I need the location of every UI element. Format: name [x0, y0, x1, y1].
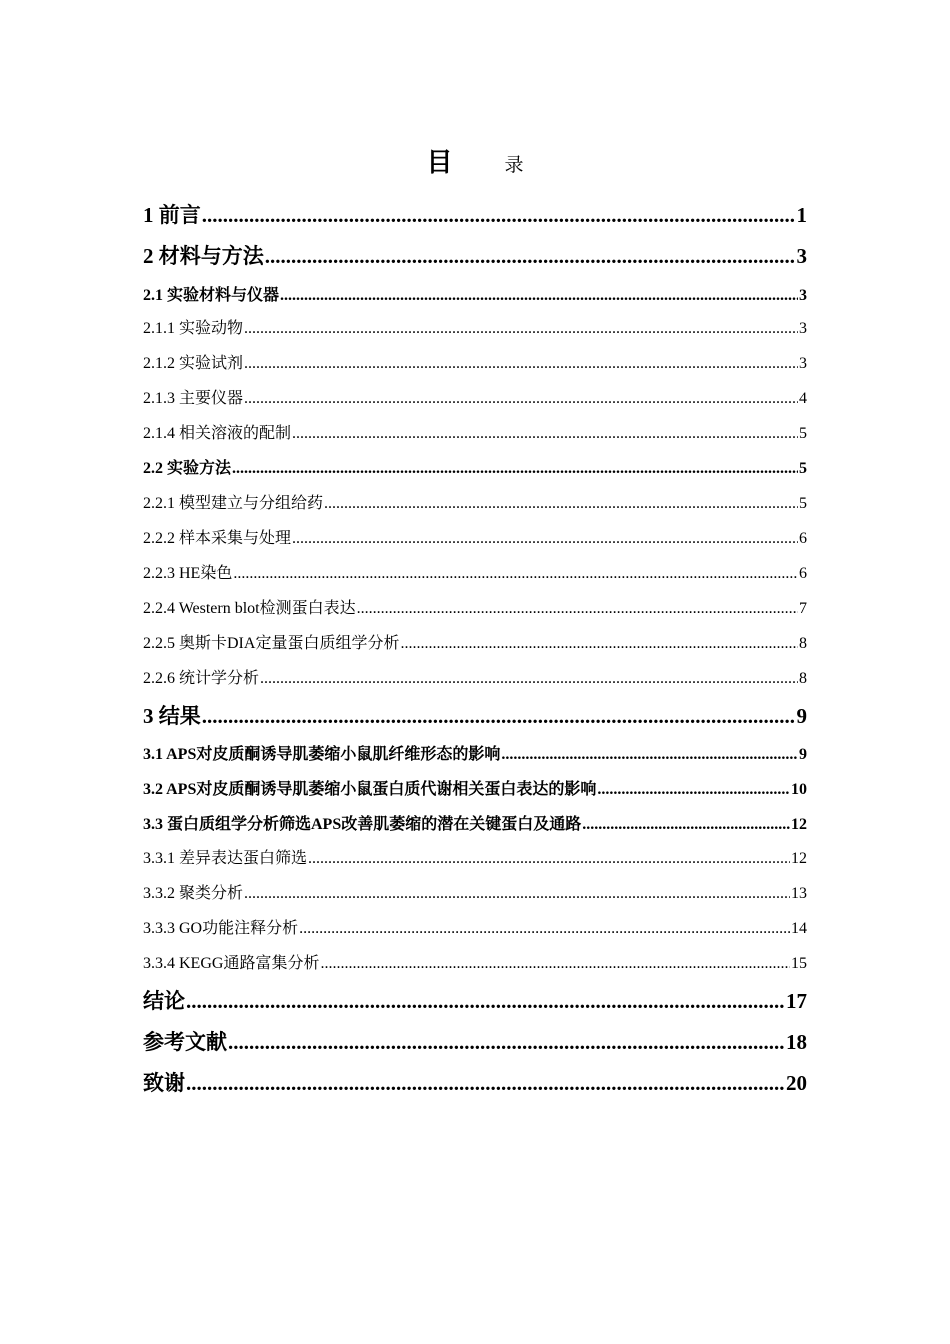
toc-entry-page: 13: [791, 885, 807, 902]
toc-leader-dots: [265, 244, 796, 269]
toc-entry[interactable]: [143, 985, 807, 1015]
toc-entry-page: 8: [799, 635, 807, 652]
toc-entry-page: 4: [799, 390, 807, 407]
toc-entry-page: 8: [799, 670, 807, 687]
toc-entry-title: 2.2.4 Western blot检测蛋白表达: [143, 600, 356, 617]
toc-entry-page: 5: [799, 495, 807, 512]
toc-entry[interactable]: [143, 525, 807, 548]
toc-entry-page: 5: [799, 460, 807, 477]
toc-entry-title: 2.2 实验方法: [143, 460, 232, 477]
toc-entry-title: 结论: [143, 989, 185, 1013]
toc-leader-dots: [244, 390, 798, 408]
toc-title-char-2: 录: [504, 155, 524, 176]
toc-entry-title: 3.3.4 KEGG通路富集分析: [143, 955, 320, 972]
toc-entry-title: 3.3.2 聚类分析: [143, 885, 244, 902]
toc-leader-dots: [244, 320, 798, 338]
toc-leader-dots: [244, 355, 798, 373]
toc-entry[interactable]: [143, 741, 807, 764]
toc-entry-title: 参考文献: [143, 1030, 227, 1054]
toc-entry-page: 7: [799, 600, 807, 617]
toc-entry-title: 3.2 APS对皮质酮诱导肌萎缩小鼠蛋白质代谢相关蛋白表达的影响: [143, 781, 597, 798]
toc-leader-dots: [324, 495, 798, 513]
toc-title: [0, 142, 950, 179]
toc-title-char-1: 目: [426, 148, 453, 177]
toc-entry[interactable]: [143, 455, 807, 478]
toc-entry-title: 2.2.2 样本采集与处理: [143, 530, 292, 547]
toc-entry[interactable]: [143, 1067, 807, 1097]
toc-entry[interactable]: [143, 350, 807, 373]
toc-entry-title: 2.1 实验材料与仪器: [143, 287, 280, 304]
toc-entry-page: 12: [791, 850, 807, 867]
toc-entry[interactable]: [143, 385, 807, 408]
toc-leader-dots: [186, 989, 785, 1014]
toc-leader-dots: [186, 1071, 785, 1096]
toc-entry[interactable]: [143, 1026, 807, 1056]
toc-entry-title: 2.2.1 模型建立与分组给药: [143, 495, 324, 512]
toc-entry-title: 3.1 APS对皮质酮诱导肌萎缩小鼠肌纤维形态的影响: [143, 746, 501, 763]
toc-entry[interactable]: [143, 811, 807, 834]
toc-entry[interactable]: [143, 315, 807, 338]
toc-entry-page: 15: [791, 955, 807, 972]
toc-entry[interactable]: [143, 595, 807, 618]
toc-entry-page: 1: [796, 203, 807, 227]
toc-entry[interactable]: [143, 560, 807, 583]
toc-entry-title: 2.1.1 实验动物: [143, 320, 244, 337]
toc-entry-page: 3: [796, 244, 807, 268]
toc-leader-dots: [400, 635, 798, 653]
toc-leader-dots: [299, 920, 790, 938]
toc-entry-title: 2 材料与方法: [143, 244, 264, 268]
toc-entry[interactable]: [143, 490, 807, 513]
toc-entry-title: 2.2.3 HE染色: [143, 565, 233, 582]
toc-entry-page: 3: [799, 355, 807, 372]
toc-entry-page: 3: [799, 287, 807, 304]
toc-entry[interactable]: [143, 630, 807, 653]
toc-entry-title: 2.1.3 主要仪器: [143, 390, 244, 407]
toc-leader-dots: [501, 746, 798, 764]
toc-entry-page: 12: [791, 816, 807, 833]
toc-entry-page: 6: [799, 565, 807, 582]
toc-entry[interactable]: [143, 700, 807, 730]
toc-entry-page: 18: [786, 1030, 807, 1054]
toc-entry-page: 20: [786, 1071, 807, 1095]
toc-leader-dots: [280, 287, 798, 305]
toc-entry[interactable]: [143, 420, 807, 443]
toc-entry-page: 14: [791, 920, 807, 937]
toc-entry[interactable]: [143, 915, 807, 938]
toc-entry-page: 9: [799, 746, 807, 763]
toc-leader-dots: [260, 670, 798, 688]
toc-entry[interactable]: [143, 665, 807, 688]
toc-leader-dots: [202, 704, 796, 729]
toc-entry-title: 2.2.6 统计学分析: [143, 670, 260, 687]
toc-entry-title: 3 结果: [143, 704, 201, 728]
toc-entry[interactable]: [143, 845, 807, 868]
toc-entry-page: 6: [799, 530, 807, 547]
toc-leader-dots: [320, 955, 790, 973]
toc-leader-dots: [357, 600, 798, 618]
toc-entry-title: 3.3.3 GO功能注释分析: [143, 920, 299, 937]
toc-leader-dots: [292, 425, 798, 443]
toc-entry-title: 致谢: [143, 1071, 185, 1095]
toc-entry[interactable]: [143, 950, 807, 973]
toc-entry-page: 10: [791, 781, 807, 798]
toc-entry[interactable]: [143, 240, 807, 270]
toc-leader-dots: [233, 565, 798, 583]
toc-leader-dots: [308, 850, 790, 868]
toc-entry-title: 2.2.5 奥斯卡DIA定量蛋白质组学分析: [143, 635, 400, 652]
toc-entry-title: 3.3 蛋白质组学分析筛选APS改善肌萎缩的潜在关键蛋白及通路: [143, 816, 582, 833]
toc-entry[interactable]: [143, 880, 807, 903]
toc-leader-dots: [228, 1030, 785, 1055]
toc-entry[interactable]: [143, 199, 807, 229]
toc-leader-dots: [244, 885, 790, 903]
toc-leader-dots: [597, 781, 790, 799]
toc-entry-page: 5: [799, 425, 807, 442]
toc-entry-page: 9: [796, 704, 807, 728]
toc-leader-dots: [582, 816, 790, 834]
toc-entry[interactable]: [143, 282, 807, 305]
toc-entry-title: 2.1.4 相关溶液的配制: [143, 425, 292, 442]
toc-entry-page: 17: [786, 989, 807, 1013]
toc-entry-title: 1 前言: [143, 203, 201, 227]
toc-entry-title: 3.3.1 差异表达蛋白筛选: [143, 850, 308, 867]
toc-entry[interactable]: [143, 776, 807, 799]
toc-entry-title: 2.1.2 实验试剂: [143, 355, 244, 372]
toc-entry-page: 3: [799, 320, 807, 337]
toc-leader-dots: [232, 460, 798, 478]
toc-leader-dots: [292, 530, 798, 548]
toc-leader-dots: [202, 203, 796, 228]
